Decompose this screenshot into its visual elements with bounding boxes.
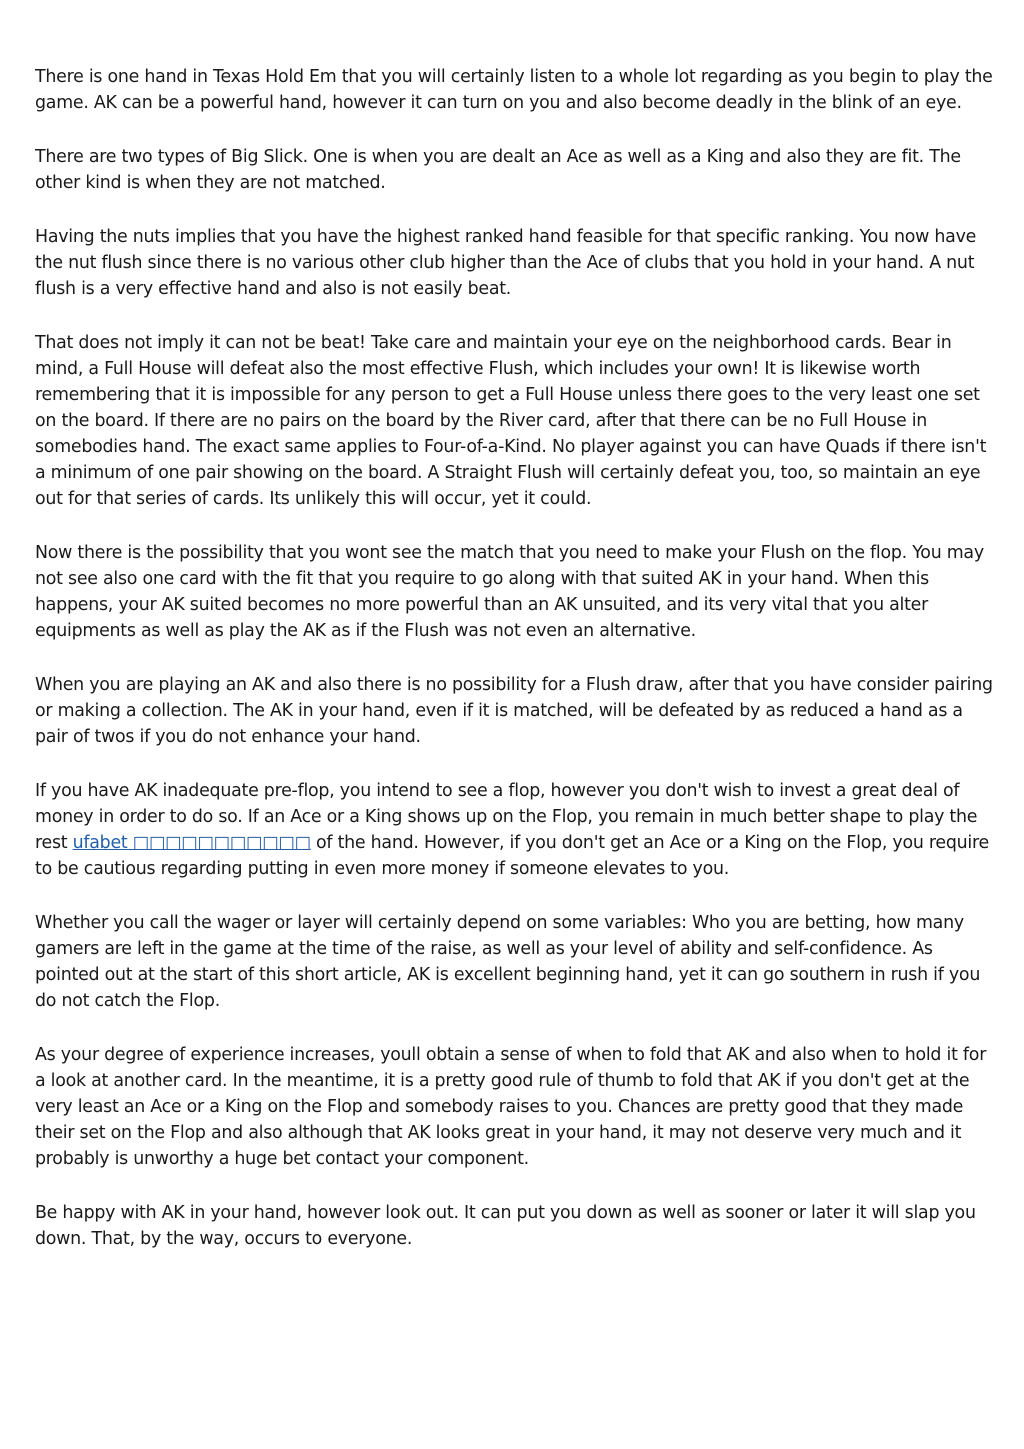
paragraph-2: There are two types of Big Slick. One is when you are dealt an Ace as well as a King and also they are fit. The other kind is when they are not matched. [35,147,961,193]
paragraph-3: Having the nuts implies that you have the highest ranked hand feasible for that specific ranking. You now have the nut flush since there is no various other club higher than the Ace of clubs that you hold in your hand. A nut flush is a very effective hand and also is not easily beat. [35,227,977,299]
paragraph-1: There is one hand in Texas Hold Em that you will certainly listen to a whole lot regarding as you begin to play the game. AK can be a powerful hand, however it can turn on you and also become deadly in the blink of an eye. [35,67,993,113]
paragraph-9: As your degree of experience increases, youll obtain a sense of when to fold that AK and also when to hold it for a look at another card. In the meantime, it is a pretty good rule of thumb to fold that AK if you don't get at the very least an Ace or a King on the Flop and somebody raises to you. Chances are pretty good that they made their set on the Flop and also although that AK looks great in your hand, it may not deserve very much and it probably is unworthy a huge bet contact your component. [35,1045,987,1169]
paragraph-7 [35,778,995,882]
paragraph-8: Whether you call the wager or layer will certainly depend on some variables: Who you are betting, how many gamers are left in the game at the time of the raise, as well as your level of ability and self-confidence. As pointed out at the start of this short article, AK is excellent beginning hand, yet it can go southern in rush if you do not catch the Flop. [35,913,981,1011]
ufabet-link[interactable]: ufabet □□□□□□□□□□□ [72,833,311,853]
paragraph-4: That does not imply it can not be beat! Take care and maintain your eye on the neighborhood cards. Bear in mind, a Full House will defeat also the most effective Flush, which includes your own! It is likewise worth remembering that it is impossible for any person to get a Full House unless there goes to the very least one set on the board. If there are no pairs on the board by the River card, after that there can be no Full House in somebodies hand. The exact same applies to Four-of-a-Kind. No player against you can have Quads if there isn't a minimum of one pair showing on the board. A Straight Flush will certainly defeat you, too, so maintain an eye out for that series of cards. Its unlikely this will occur, yet it could. [35,333,987,509]
document-body [35,64,995,1280]
paragraph-10: Be happy with AK in your hand, however look out. It can put you down as well as sooner or later it will slap you down. That, by the way, occurs to everyone. [35,1203,976,1249]
paragraph-5: Now there is the possibility that you wont see the match that you need to make your Flush on the flop. You may not see also one card with the fit that you require to go along with that suited AK in your hand. When this happens, your AK suited becomes no more powerful than an AK unsuited, and its very vital that you alter equipments as well as play the AK as if the Flush was not even an alternative. [35,543,984,641]
paragraph-7-after: of the hand. However, if you don't get an Ace or a King on the Flop, you require to be cautious regarding putting in even more money if someone elevates to you. [35,833,989,879]
paragraph-7-before: If you have AK inadequate pre-flop, you intend to see a flop, however you don't wish to invest a great deal of money in order to do so. If an Ace or a King shows up on the Flop, you remain in much better shape to play the rest [35,781,978,853]
paragraph-6: When you are playing an AK and also there is no possibility for a Flush draw, after that you have consider pairing or making a collection. The AK in your hand, even if it is matched, will be defeated by as reduced a hand as a pair of twos if you do not enhance your hand. [35,675,993,747]
